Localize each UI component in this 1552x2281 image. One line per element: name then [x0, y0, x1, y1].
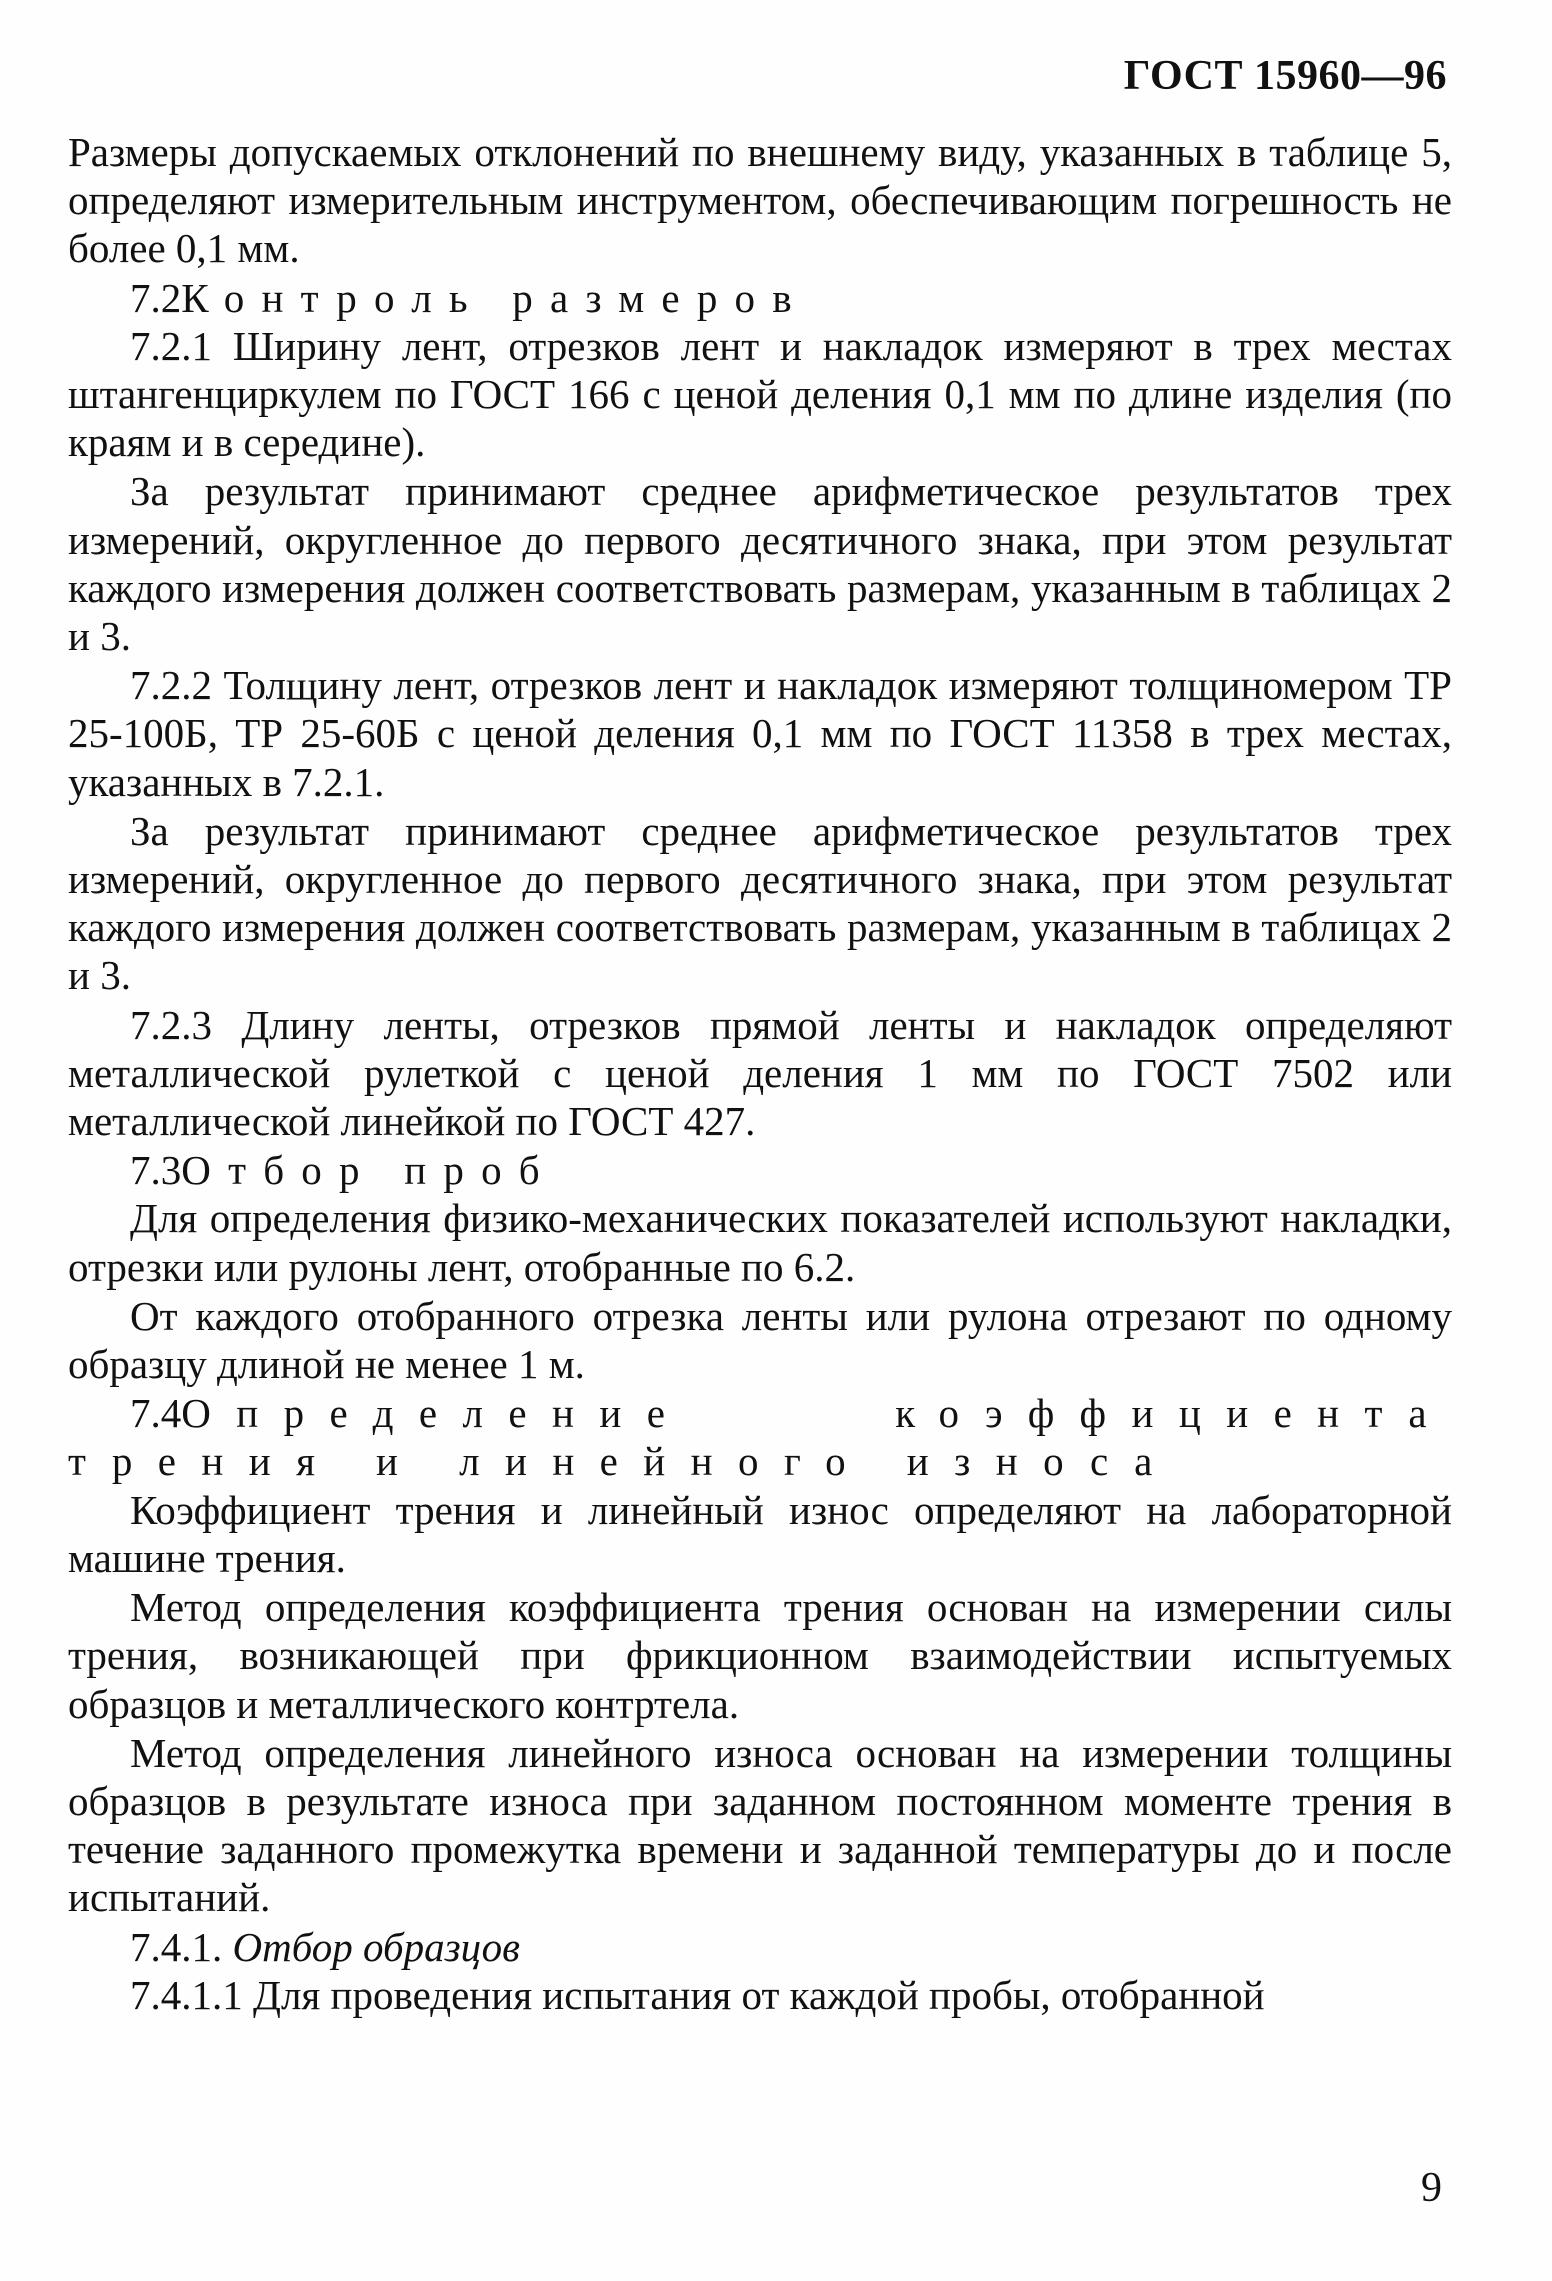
section-number: 7.4.1.	[130, 1923, 223, 1970]
section-number: 7.3	[130, 1147, 182, 1194]
section-title: Отбор образцов	[232, 1923, 520, 1970]
paragraph-7-3-cut: От каждого отобранного отрезка ленты или рулона отрезают по одному образцу длиной не менее 1 м.	[68, 1292, 1452, 1388]
standard-header: ГОСТ 15960—96	[1123, 53, 1447, 99]
section-heading-7-4	[68, 1389, 1452, 1485]
section-title: Отбор проб	[181, 1147, 557, 1194]
section-title: Контроль размеров	[181, 274, 809, 321]
page-number: 9	[1421, 2165, 1442, 2211]
paragraph-7-2-2-result: За результат принимают среднее арифметическое результатов трех измерений, округленное до первого десятичного знака, при этом результат каждого измерения должен соответствовать размерам, указанным в таблицах 2 и 3.	[68, 807, 1452, 999]
paragraph-7-4-wear-method: Метод определения линейного износа основан на измерении толщины образцов в результате износа при заданном постоянном моменте трения в течение заданного промежутка времени и заданной температуры до и после испытаний.	[68, 1729, 1452, 1921]
section-heading-7-3	[68, 1146, 1452, 1194]
paragraph-7-2-2: 7.2.2 Толщину лент, отрезков лент и накладок измеряют толщиномером ТР 25-100Б, ТР 25-60Б с ценой деления 0,1 мм по ГОСТ 11358 в трех местах, указанных в 7.2.1.	[68, 662, 1452, 805]
body-text	[68, 128, 1452, 2020]
paragraph-visual-inspection: Размеры допускаемых отклонений по внешнему виду, указанных в таблице 5, определяют измерительным инструментом, обеспечивающим погрешность не более 0,1 мм.	[68, 129, 1452, 272]
paragraph-7-3-samples: Для определения физико-механических показателей используют накладки, отрезки или рулоны лент, отобранные по 6.2.	[68, 1195, 1452, 1290]
paragraph-7-2-3: 7.2.3 Длину ленты, отрезков прямой ленты и накладок определяют металлической рулеткой с ценой деления 1 мм по ГОСТ 7502 или металлической линейкой по ГОСТ 427.	[68, 1001, 1452, 1145]
paragraph-7-2-1-result: За результат принимают среднее арифметическое результатов трех измерений, округленное до первого десятичного знака, при этом результат каждого измерения должен соответствовать размерам, указанным в таблицах 2 и 3.	[68, 468, 1452, 660]
section-number: 7.4	[130, 1390, 182, 1437]
section-heading-7-2	[68, 274, 1452, 322]
section-heading-7-4-1	[68, 1923, 1452, 1971]
paragraph-7-4-friction-method: Метод определения коэффициента трения основан на измерении силы трения, возникающей при фрикционном взаимодействии испытуемых образцов и металлического контртела.	[68, 1584, 1452, 1727]
paragraph-7-2-1: 7.2.1 Ширину лент, отрезков лент и накладок измеряют в трех местах штангенциркулем по ГОСТ 166 с ценой деления 0,1 мм по длине изделия (по краям и в середине).	[68, 322, 1452, 466]
section-number: 7.2	[130, 274, 182, 321]
paragraph-7-4-1-1: 7.4.1.1 Для проведения испытания от каждой пробы, отобранной	[130, 1971, 1265, 2018]
section-title: Определение коэффициента трения и линейного износа	[68, 1390, 1452, 1485]
paragraph-7-4-intro: Коэффициент трения и линейный износ определяют на лабораторной машине трения.	[68, 1486, 1452, 1581]
